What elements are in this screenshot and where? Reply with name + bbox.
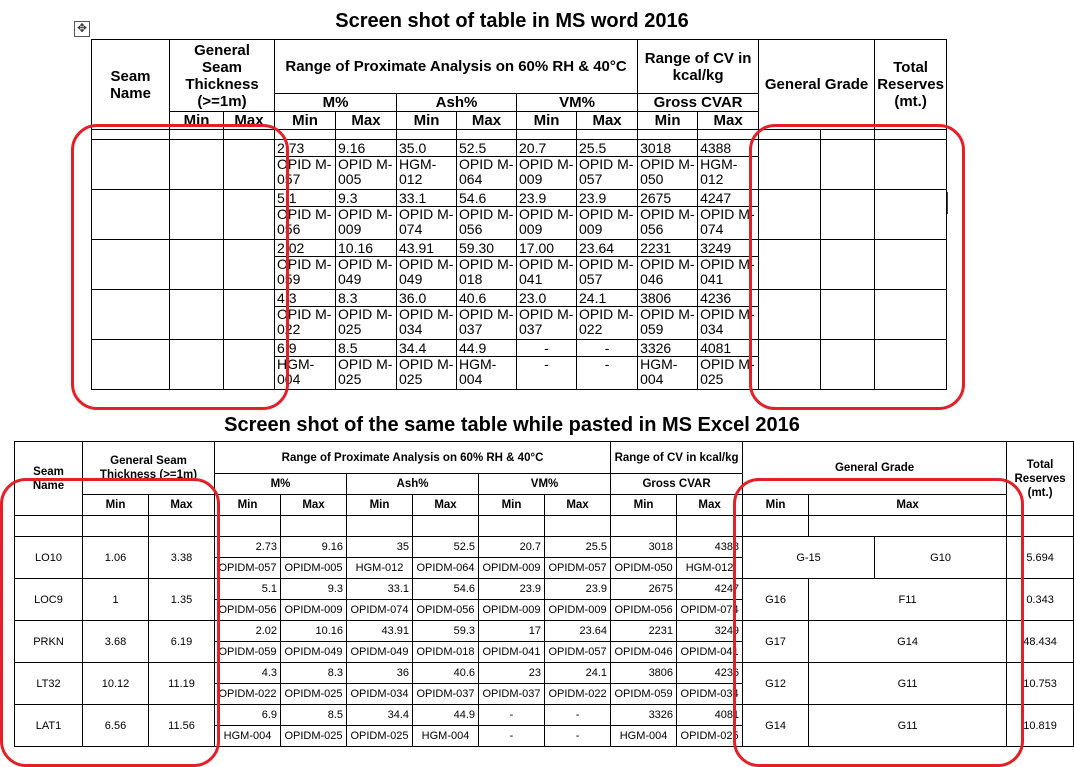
excel-thickness-min-cell[interactable]: 10.12 xyxy=(83,663,149,705)
word-code-cell[interactable]: HGM- 012 xyxy=(397,157,457,190)
word-header-max: Max xyxy=(457,112,517,130)
excel-value-cell[interactable]: 9.16 xyxy=(281,537,347,558)
excel-cell[interactable] xyxy=(215,516,281,537)
word-value-cell[interactable]: 17.00 xyxy=(517,240,577,257)
word-value-cell[interactable]: 4.3 xyxy=(275,290,336,307)
excel-code-cell[interactable]: OPIDM-041 xyxy=(677,642,743,663)
excel-code-cell[interactable]: OPIDM-009 xyxy=(479,600,545,621)
word-value-cell[interactable]: 43.91 xyxy=(397,240,457,257)
word-code-cell[interactable]: OPID M-037 xyxy=(517,307,577,340)
excel-value-cell[interactable]: - xyxy=(479,705,545,726)
excel-header-grade-max[interactable]: Max xyxy=(809,495,1007,516)
excel-cell[interactable] xyxy=(677,516,743,537)
excel-code-cell[interactable]: OPIDM-074 xyxy=(677,600,743,621)
word-value-cell[interactable]: 6.9 xyxy=(275,340,336,357)
excel-value-cell[interactable]: 23.9 xyxy=(479,579,545,600)
word-value-cell[interactable]: 2.73 xyxy=(275,140,336,157)
excel-code-cell[interactable]: OPIDM-025 xyxy=(281,726,347,747)
excel-header-ash[interactable]: Ash% xyxy=(347,474,479,495)
excel-header-proximate[interactable]: Range of Proximate Analysis on 60% RH & 40°C xyxy=(215,442,611,474)
word-empty-cell[interactable] xyxy=(224,290,275,340)
excel-value-cell[interactable]: 34.4 xyxy=(347,705,413,726)
word-code-cell[interactable]: OPID M-056 xyxy=(638,207,698,240)
word-cell[interactable] xyxy=(698,130,759,140)
excel-value-cell[interactable]: 25.5 xyxy=(545,537,611,558)
excel-code-cell[interactable]: OPIDM-059 xyxy=(611,684,677,705)
word-table-body xyxy=(92,140,947,390)
word-value-cell[interactable]: 9.3 xyxy=(336,190,397,207)
excel-value-cell[interactable]: 4.3 xyxy=(215,663,281,684)
excel-table xyxy=(14,441,1074,747)
excel-code-cell[interactable]: OPIDM-056 xyxy=(611,600,677,621)
excel-code-cell[interactable]: OPIDM-009 xyxy=(281,600,347,621)
excel-screenshot-title: Screen shot of the same table while pasted in MS Excel 2016 xyxy=(224,414,800,436)
word-value-cell[interactable]: 4247 xyxy=(698,190,759,207)
word-empty-cell[interactable] xyxy=(170,140,224,190)
excel-cell[interactable] xyxy=(809,516,1007,537)
word-value-cell[interactable]: - xyxy=(577,340,638,357)
excel-grade-min-cell[interactable]: G17 xyxy=(743,621,809,663)
excel-thickness-min-cell[interactable]: 3.68 xyxy=(83,621,149,663)
excel-thickness-max-cell[interactable]: 6.19 xyxy=(149,621,215,663)
excel-header-m[interactable]: M% xyxy=(215,474,347,495)
word-value-cell[interactable]: 3018 xyxy=(638,140,698,157)
excel-cell[interactable] xyxy=(1007,516,1074,537)
excel-value-cell[interactable]: 5.1 xyxy=(215,579,281,600)
word-code-cell[interactable]: OPID M-022 xyxy=(577,307,638,340)
excel-value-cell[interactable]: 4236 xyxy=(677,663,743,684)
excel-seam-name-cell[interactable]: PRKN xyxy=(15,621,83,663)
word-empty-cell[interactable] xyxy=(170,290,224,340)
word-empty-cell[interactable] xyxy=(821,240,875,290)
word-code-cell[interactable]: OPID M-049 xyxy=(397,257,457,290)
excel-code-cell[interactable]: OPIDM-050 xyxy=(611,558,677,579)
excel-value-cell[interactable]: 10.16 xyxy=(281,621,347,642)
word-value-cell[interactable]: 44.9 xyxy=(457,340,517,357)
word-header-max: Max xyxy=(577,112,638,130)
excel-value-cell[interactable]: 3806 xyxy=(611,663,677,684)
word-code-cell[interactable]: OPID M-056 xyxy=(457,207,517,240)
word-code-cell[interactable]: OPID M-009 xyxy=(336,207,397,240)
word-empty-cell[interactable] xyxy=(92,240,170,290)
word-value-cell[interactable]: 59.30 xyxy=(457,240,517,257)
excel-code-cell[interactable]: OPIDM-022 xyxy=(215,684,281,705)
word-cell[interactable] xyxy=(275,130,336,140)
word-empty-cell[interactable] xyxy=(875,290,947,340)
word-code-cell[interactable]: OPID M-041 xyxy=(517,257,577,290)
word-header-min: Min xyxy=(275,112,336,130)
word-code-cell[interactable]: HGM- 004 xyxy=(638,357,698,390)
excel-code-cell[interactable]: OPIDM-074 xyxy=(347,600,413,621)
word-value-cell[interactable]: 2231 xyxy=(638,240,698,257)
word-value-cell[interactable]: 3326 xyxy=(638,340,698,357)
excel-code-cell[interactable]: OPIDM-057 xyxy=(215,558,281,579)
word-code-cell[interactable]: OPID M-009 xyxy=(517,157,577,190)
word-code-cell[interactable]: OPID M-056 xyxy=(275,207,336,240)
word-value-cell[interactable]: 8.3 xyxy=(336,290,397,307)
word-code-cell[interactable]: OPID M-049 xyxy=(336,257,397,290)
word-value-cell[interactable]: 5.1 xyxy=(275,190,336,207)
excel-code-cell[interactable]: OPIDM-046 xyxy=(611,642,677,663)
excel-value-cell[interactable]: 54.6 xyxy=(413,579,479,600)
word-code-cell[interactable]: OPID M-057 xyxy=(577,157,638,190)
word-code-cell[interactable]: OPID M-041 xyxy=(698,257,759,290)
word-code-cell[interactable]: OPID M-025 xyxy=(336,357,397,390)
word-value-cell[interactable]: 2.02 xyxy=(275,240,336,257)
word-empty-cell[interactable] xyxy=(821,190,875,240)
word-code-cell[interactable]: OPID M-074 xyxy=(397,207,457,240)
word-code-cell[interactable]: HGM- 004 xyxy=(275,357,336,390)
word-value-cell[interactable]: 9.16 xyxy=(336,140,397,157)
excel-value-cell[interactable]: 35 xyxy=(347,537,413,558)
word-value-cell[interactable]: 2675 xyxy=(638,190,698,207)
word-empty-cell[interactable] xyxy=(92,340,170,390)
excel-header-min[interactable]: Min xyxy=(215,495,281,516)
excel-thickness-max-cell[interactable]: 11.56 xyxy=(149,705,215,747)
word-value-cell[interactable]: 35.0 xyxy=(397,140,457,157)
word-code-cell[interactable]: HGM- 004 xyxy=(457,357,517,390)
excel-thickness-max-cell[interactable]: 11.19 xyxy=(149,663,215,705)
excel-code-cell[interactable]: OPIDM-057 xyxy=(545,642,611,663)
excel-value-cell[interactable]: 24.1 xyxy=(545,663,611,684)
excel-code-cell[interactable]: OPIDM-005 xyxy=(281,558,347,579)
word-value-cell[interactable]: 34.4 xyxy=(397,340,457,357)
word-value-cell[interactable]: - xyxy=(517,340,577,357)
excel-value-cell[interactable]: 2231 xyxy=(611,621,677,642)
excel-grade-max-cell[interactable]: F11 xyxy=(809,579,1007,621)
excel-header-reserves[interactable]: Total Reserves (mt.) xyxy=(1007,442,1074,516)
word-header-thickness: General Seam Thickness (>=1m) xyxy=(170,40,275,112)
word-value-cell[interactable]: 23.64 xyxy=(577,240,638,257)
excel-code-cell[interactable]: OPIDM-056 xyxy=(413,600,479,621)
excel-value-cell[interactable]: 40.6 xyxy=(413,663,479,684)
word-empty-cell[interactable] xyxy=(821,340,875,390)
excel-reserves-cell[interactable]: 10.753 xyxy=(1007,663,1074,705)
excel-thickness-max-cell[interactable]: 3.38 xyxy=(149,537,215,579)
word-value-cell[interactable]: 3806 xyxy=(638,290,698,307)
word-code-cell[interactable]: OPID M-046 xyxy=(638,257,698,290)
excel-reserves-cell[interactable]: 0.343 xyxy=(1007,579,1074,621)
word-empty-cell[interactable] xyxy=(224,240,275,290)
excel-value-cell[interactable]: 36 xyxy=(347,663,413,684)
word-header-max: Max xyxy=(224,112,275,130)
word-header-max: Max xyxy=(336,112,397,130)
excel-seam-name-cell[interactable]: LT32 xyxy=(15,663,83,705)
word-empty-cell[interactable] xyxy=(170,240,224,290)
word-empty-cell[interactable] xyxy=(759,240,821,290)
word-cell[interactable] xyxy=(397,130,457,140)
word-code-cell[interactable]: OPID M-009 xyxy=(517,207,577,240)
word-cell[interactable] xyxy=(821,130,875,140)
word-value-cell[interactable]: 8.5 xyxy=(336,340,397,357)
word-header-m: M% xyxy=(275,94,397,112)
word-code-cell[interactable]: OPID M-059 xyxy=(638,307,698,340)
excel-value-cell[interactable]: 6.9 xyxy=(215,705,281,726)
word-empty-cell[interactable] xyxy=(224,340,275,390)
excel-header-thickness[interactable]: General Seam Thickness (>=1m) xyxy=(83,442,215,495)
word-value-cell[interactable]: 10.16 xyxy=(336,240,397,257)
excel-reserves-cell[interactable]: 10.819 xyxy=(1007,705,1074,747)
excel-table-body xyxy=(15,537,1074,747)
word-header-reserves: Total Reserves (mt.) xyxy=(875,40,947,130)
word-header-min: Min xyxy=(170,112,224,130)
word-code-cell[interactable]: OPID M-057 xyxy=(275,157,336,190)
word-cell[interactable] xyxy=(92,130,170,140)
word-empty-cell[interactable] xyxy=(759,140,821,190)
excel-code-cell[interactable]: OPIDM-049 xyxy=(347,642,413,663)
excel-cell[interactable] xyxy=(347,516,413,537)
excel-value-cell[interactable]: 52.5 xyxy=(413,537,479,558)
word-code-cell[interactable]: HGM- 012 xyxy=(698,157,759,190)
excel-cell[interactable] xyxy=(545,516,611,537)
word-empty-cell[interactable] xyxy=(759,290,821,340)
excel-value-cell[interactable]: 23 xyxy=(479,663,545,684)
word-value-cell[interactable]: 33.1 xyxy=(397,190,457,207)
excel-header-vm[interactable]: VM% xyxy=(479,474,611,495)
excel-code-cell[interactable]: HGM-004 xyxy=(413,726,479,747)
excel-value-cell[interactable]: 59.3 xyxy=(413,621,479,642)
word-code-cell[interactable]: OPID M-074 xyxy=(698,207,759,240)
word-value-cell[interactable]: 4081 xyxy=(698,340,759,357)
word-empty-cell[interactable] xyxy=(875,140,947,190)
excel-header-max[interactable]: Max xyxy=(677,495,743,516)
excel-code-cell[interactable]: OPIDM-059 xyxy=(215,642,281,663)
word-empty-cell[interactable] xyxy=(875,340,947,390)
excel-grade-min-cell[interactable]: G-15 xyxy=(743,537,875,579)
word-value-cell[interactable]: 23.9 xyxy=(577,190,638,207)
word-cell[interactable] xyxy=(875,130,947,140)
word-code-cell[interactable]: OPID M-050 xyxy=(638,157,698,190)
word-code-cell[interactable]: OPID M-064 xyxy=(457,157,517,190)
excel-code-cell[interactable]: HGM-004 xyxy=(215,726,281,747)
excel-grade-max-cell[interactable]: G11 xyxy=(809,705,1007,747)
excel-value-cell[interactable]: 8.5 xyxy=(281,705,347,726)
word-value-cell[interactable]: 52.5 xyxy=(457,140,517,157)
word-screenshot-title: Screen shot of table in MS word 2016 xyxy=(335,10,689,32)
word-code-cell[interactable]: - xyxy=(577,357,638,390)
excel-header-max[interactable]: Max xyxy=(149,495,215,516)
word-empty-cell[interactable] xyxy=(759,340,821,390)
excel-code-cell[interactable]: OPIDM-025 xyxy=(677,726,743,747)
word-header-max: Max xyxy=(698,112,759,130)
word-code-cell[interactable]: OPID M-034 xyxy=(397,307,457,340)
excel-value-cell[interactable]: 43.91 xyxy=(347,621,413,642)
word-empty-cell[interactable] xyxy=(92,140,170,190)
word-header-seam-name: Seam Name xyxy=(92,40,170,130)
word-code-cell[interactable]: OPID M-009 xyxy=(577,207,638,240)
excel-code-cell[interactable]: OPIDM-056 xyxy=(215,600,281,621)
excel-reserves-cell[interactable]: 48.434 xyxy=(1007,621,1074,663)
excel-thickness-min-cell[interactable]: 1 xyxy=(83,579,149,621)
word-value-cell[interactable]: 4388 xyxy=(698,140,759,157)
excel-code-cell[interactable]: OPIDM-009 xyxy=(545,600,611,621)
excel-grade-min-cell[interactable]: G12 xyxy=(743,663,809,705)
excel-thickness-max-cell[interactable]: 1.35 xyxy=(149,579,215,621)
word-cell[interactable] xyxy=(457,130,517,140)
excel-cell[interactable] xyxy=(149,516,215,537)
word-code-cell[interactable]: OPID M-037 xyxy=(457,307,517,340)
excel-code-cell[interactable]: HGM-012 xyxy=(347,558,413,579)
excel-header-max[interactable]: Max xyxy=(545,495,611,516)
word-cell[interactable] xyxy=(759,130,821,140)
word-empty-cell[interactable] xyxy=(875,190,947,240)
word-empty-cell[interactable] xyxy=(875,240,947,290)
word-value-cell[interactable]: 25.5 xyxy=(577,140,638,157)
word-value-cell[interactable]: 36.0 xyxy=(397,290,457,307)
word-table xyxy=(91,39,947,390)
excel-value-cell[interactable]: 23.9 xyxy=(545,579,611,600)
excel-header-cv[interactable]: Range of CV in kcal/kg xyxy=(611,442,743,474)
excel-value-cell[interactable]: 3326 xyxy=(611,705,677,726)
word-empty-cell[interactable] xyxy=(92,190,170,240)
word-header-vm: VM% xyxy=(517,94,638,112)
word-code-cell[interactable]: - xyxy=(517,357,577,390)
excel-header-min[interactable]: Min xyxy=(479,495,545,516)
word-value-cell[interactable]: 23.0 xyxy=(517,290,577,307)
excel-value-cell[interactable]: 4388 xyxy=(677,537,743,558)
excel-value-cell[interactable]: 2.02 xyxy=(215,621,281,642)
excel-value-cell[interactable]: 4081 xyxy=(677,705,743,726)
word-code-cell[interactable]: OPID M-059 xyxy=(275,257,336,290)
excel-header-grade[interactable]: General Grade xyxy=(743,442,1007,495)
excel-code-cell[interactable]: OPIDM-064 xyxy=(413,558,479,579)
excel-value-cell[interactable]: - xyxy=(545,705,611,726)
excel-code-cell[interactable]: OPIDM-022 xyxy=(545,684,611,705)
excel-cell[interactable] xyxy=(281,516,347,537)
excel-code-cell[interactable]: OPIDM-049 xyxy=(281,642,347,663)
excel-value-cell[interactable]: 4247 xyxy=(677,579,743,600)
word-header-cv: Range of CV in kcal/kg xyxy=(638,40,759,94)
excel-code-cell[interactable]: HGM-012 xyxy=(677,558,743,579)
excel-code-cell[interactable]: OPIDM-041 xyxy=(479,642,545,663)
word-code-cell[interactable]: OPID M-022 xyxy=(275,307,336,340)
excel-code-cell[interactable]: OPIDM-025 xyxy=(281,684,347,705)
word-value-cell[interactable]: 4236 xyxy=(698,290,759,307)
word-empty-cell[interactable] xyxy=(92,290,170,340)
excel-cell[interactable] xyxy=(15,516,83,537)
excel-cell[interactable] xyxy=(413,516,479,537)
excel-grade-max-cell[interactable]: G11 xyxy=(809,663,1007,705)
excel-value-cell[interactable]: 23.64 xyxy=(545,621,611,642)
word-header-ash: Ash% xyxy=(397,94,517,112)
word-cell[interactable] xyxy=(638,130,698,140)
word-cell[interactable] xyxy=(517,130,577,140)
excel-value-cell[interactable]: 3249 xyxy=(677,621,743,642)
excel-code-cell[interactable]: OPIDM-037 xyxy=(413,684,479,705)
word-value-cell[interactable]: 40.6 xyxy=(457,290,517,307)
excel-code-cell[interactable]: OPIDM-034 xyxy=(347,684,413,705)
excel-seam-name-cell[interactable]: LAT1 xyxy=(15,705,83,747)
word-header-grade: General Grade xyxy=(759,40,875,130)
excel-seam-name-cell[interactable]: LOC9 xyxy=(15,579,83,621)
excel-code-cell[interactable]: OPIDM-034 xyxy=(677,684,743,705)
word-header-min: Min xyxy=(517,112,577,130)
word-header-min: Min xyxy=(638,112,698,130)
excel-cell[interactable] xyxy=(743,516,809,537)
excel-cell[interactable] xyxy=(83,516,149,537)
excel-value-cell[interactable]: 44.9 xyxy=(413,705,479,726)
word-code-cell[interactable]: OPID M-025 xyxy=(397,357,457,390)
excel-value-cell[interactable]: 2.73 xyxy=(215,537,281,558)
excel-thickness-min-cell[interactable]: 6.56 xyxy=(83,705,149,747)
word-empty-cell[interactable] xyxy=(224,190,275,240)
excel-reserves-cell[interactable]: 5.694 xyxy=(1007,537,1074,579)
excel-cell[interactable] xyxy=(479,516,545,537)
excel-header-grade-min[interactable]: Min xyxy=(743,495,809,516)
word-empty-cell[interactable] xyxy=(170,340,224,390)
word-value-cell[interactable]: 23.9 xyxy=(517,190,577,207)
excel-header-max[interactable]: Max xyxy=(413,495,479,516)
excel-value-cell[interactable]: 2675 xyxy=(611,579,677,600)
excel-value-cell[interactable]: 20.7 xyxy=(479,537,545,558)
excel-grade-min-cell[interactable]: G16 xyxy=(743,579,809,621)
word-header-gcv: Gross CVAR xyxy=(638,94,759,112)
excel-code-cell[interactable]: OPIDM-037 xyxy=(479,684,545,705)
word-empty-cell[interactable] xyxy=(224,140,275,190)
excel-header-min[interactable]: Min xyxy=(611,495,677,516)
excel-code-cell[interactable]: HGM-004 xyxy=(611,726,677,747)
excel-value-cell[interactable]: 8.3 xyxy=(281,663,347,684)
word-empty-cell[interactable] xyxy=(759,190,821,240)
excel-value-cell[interactable]: 9.3 xyxy=(281,579,347,600)
word-value-cell[interactable]: 3249 xyxy=(698,240,759,257)
excel-cell[interactable] xyxy=(611,516,677,537)
word-code-cell[interactable]: OPID M-025 xyxy=(336,307,397,340)
excel-header-max[interactable]: Max xyxy=(281,495,347,516)
word-code-cell[interactable]: OPID M-034 xyxy=(698,307,759,340)
word-empty-cell[interactable] xyxy=(821,290,875,340)
word-value-cell[interactable]: 24.1 xyxy=(577,290,638,307)
excel-thickness-min-cell[interactable]: 1.06 xyxy=(83,537,149,579)
excel-value-cell[interactable]: 17 xyxy=(479,621,545,642)
word-empty-cell[interactable] xyxy=(170,190,224,240)
excel-header-gcv[interactable]: Gross CVAR xyxy=(611,474,743,495)
excel-grade-max-cell[interactable]: G14 xyxy=(809,621,1007,663)
word-code-cell[interactable]: OPID M-018 xyxy=(457,257,517,290)
word-value-cell[interactable]: 20.7 xyxy=(517,140,577,157)
excel-code-cell[interactable]: - xyxy=(545,726,611,747)
word-code-cell[interactable]: OPID M-005 xyxy=(336,157,397,190)
word-code-cell[interactable]: OPID M-057 xyxy=(577,257,638,290)
word-empty-cell[interactable] xyxy=(821,140,875,190)
table-move-handle-icon[interactable]: ✥ xyxy=(74,21,90,37)
excel-header-min[interactable]: Min xyxy=(347,495,413,516)
excel-code-cell[interactable]: OPIDM-025 xyxy=(347,726,413,747)
excel-grade-min-cell[interactable]: G14 xyxy=(743,705,809,747)
text-cursor xyxy=(947,192,948,214)
word-header-min: Min xyxy=(397,112,457,130)
excel-grade-max-cell[interactable]: G10 xyxy=(875,537,1007,579)
excel-header-min[interactable]: Min xyxy=(83,495,149,516)
excel-code-cell[interactable]: OPIDM-057 xyxy=(545,558,611,579)
excel-code-cell[interactable]: - xyxy=(479,726,545,747)
word-cell[interactable] xyxy=(336,130,397,140)
excel-value-cell[interactable]: 3018 xyxy=(611,537,677,558)
word-cell[interactable] xyxy=(577,130,638,140)
excel-code-cell[interactable]: OPIDM-009 xyxy=(479,558,545,579)
word-value-cell[interactable]: 54.6 xyxy=(457,190,517,207)
excel-value-cell[interactable]: 33.1 xyxy=(347,579,413,600)
excel-header-seam-name[interactable]: Seam Name xyxy=(15,442,83,516)
word-header-proximate: Range of Proximate Analysis on 60% RH & 40°C xyxy=(275,40,638,94)
word-cell[interactable] xyxy=(224,130,275,140)
excel-code-cell[interactable]: OPIDM-018 xyxy=(413,642,479,663)
word-cell[interactable] xyxy=(170,130,224,140)
excel-seam-name-cell[interactable]: LO10 xyxy=(15,537,83,579)
word-code-cell[interactable]: OPID M-025 xyxy=(698,357,759,390)
